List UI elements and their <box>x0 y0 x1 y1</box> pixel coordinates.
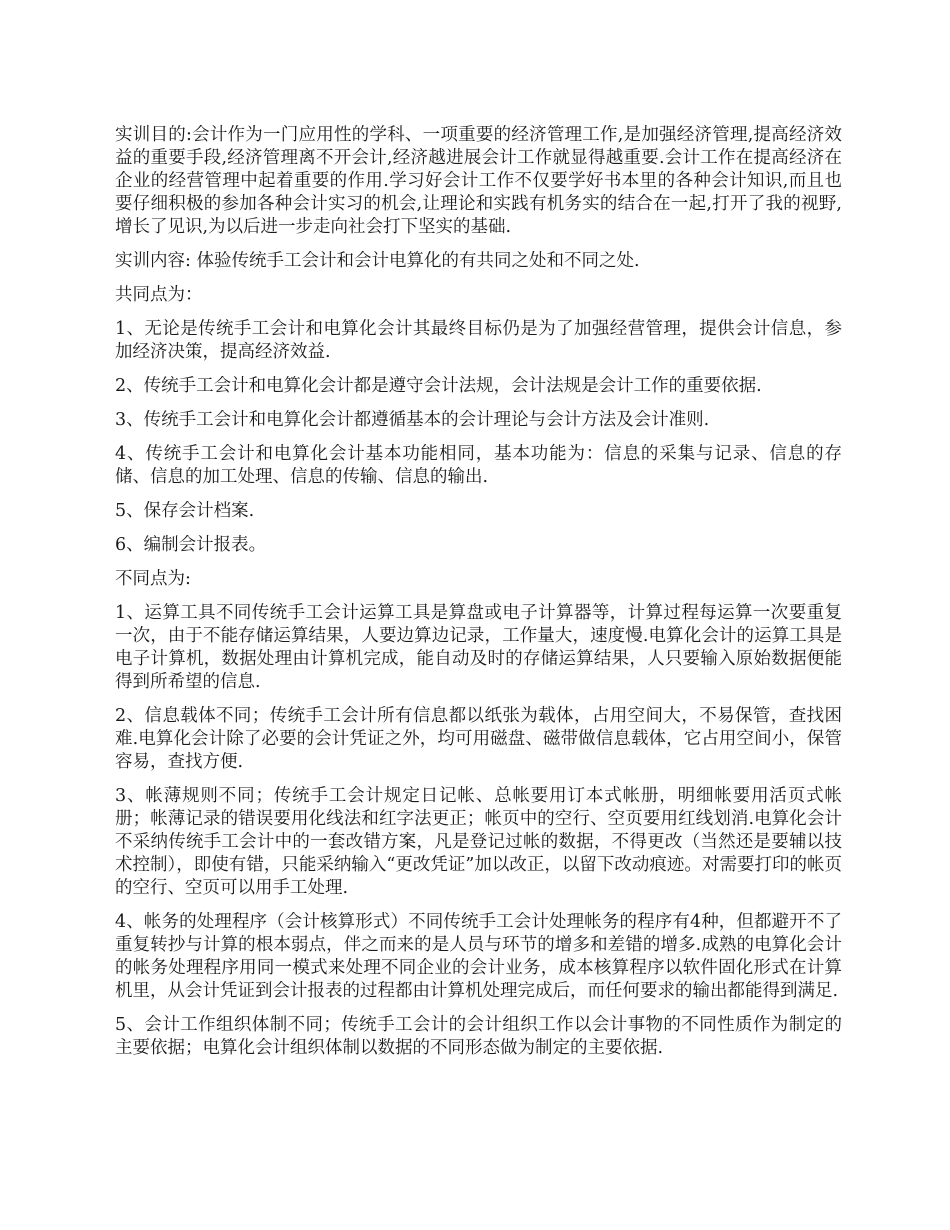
heading-similarities: 共同点为： <box>115 285 203 305</box>
similarity-item-3: 3、传统手工会计和电算化会计都遵循基本的会计理论与会计方法及会计准则. <box>115 410 710 430</box>
difference-item-3: 3、帐薄规则不同；传统手工会计规定日记帐、总帐要用订本式帐册，明细帐要用活页式帐册；帐薄记录的错误要用化线法和红字法更正；帐页中的空行、空页要用红线划消.电算化会计不采纳传统手工会计中的一套改错方案，凡是登记过帐的数据，不得更改（当然还是要辅以技术控制），即使有错，只能采纳输入“更改凭证”加以改正，以留下改动痕迹。对需要打印的帐页的空行、空页可以用手工处理. <box>115 786 842 898</box>
difference-item-5: 5、会计工作组织体制不同；传统手工会计的会计组织工作以会计事物的不同性质作为制定的主要依据；电算化会计组织体制以数据的不同形态做为制定的主要依据. <box>115 1015 842 1058</box>
similarity-item-4: 4、传统手工会计和电算化会计基本功能相同，基本功能为：信息的采集与记录、信息的存储、信息的加工处理、信息的传输、信息的输出. <box>115 444 842 487</box>
paragraph-objective: 实训目的:会计作为一门应用性的学科、一项重要的经济管理工作,是加强经济管理,提高经济效益的重要手段,经济管理离不开会计,经济越进展会计工作就显得越重要.会计工作在提高经济在企业的经营管理中起着重要的作用.学习好会计工作不仅要学好书本里的各种会计知识,而且也要仔细积极的参加各种会计实习的机会,让理论和实践有机务实的结合在一起,打开了我的视野,增长了见识,为以后进一步走向社会打下坚实的基础. <box>115 125 842 237</box>
paragraph-content: 实训内容: 体验传统手工会计和会计电算化的有共同之处和不同之处. <box>115 251 640 271</box>
difference-item-4: 4、帐务的处理程序（会计核算形式）不同传统手工会计处理帐务的程序有4种，但都避开不了重复转抄与计算的根本弱点，伴之而来的是人员与环节的增多和差错的增多.成熟的电算化会计的帐务处理程序用同一模式来处理不同企业的会计业务，成本核算程序以软件固化形式在计算机里，从会计凭证到会计报表的过程都由计算机处理完成后，而任何要求的输出都能得到满足. <box>115 912 842 1001</box>
difference-item-2: 2、信息载体不同；传统手工会计所有信息都以纸张为载体，占用空间大，不易保管，查找困难.电算化会计除了必要的会计凭证之外，均可用磁盘、磁带做信息载体，它占用空间小，保管容易，查找方便. <box>115 706 842 772</box>
heading-differences: 不同点为: <box>115 569 191 589</box>
similarity-item-5: 5、保存会计档案. <box>115 501 255 521</box>
document-body <box>115 124 842 1071</box>
difference-item-1: 1、运算工具不同传统手工会计运算工具是算盘或电子计算器等，计算过程每运算一次要重复一次，由于不能存储运算结果，人要边算边记录，工作量大，速度慢.电算化会计的运算工具是电子计算机，数据处理由计算机完成，能自动及时的存储运算结果，人只要输入原始数据便能得到所希望的信息. <box>115 603 842 692</box>
similarity-item-2: 2、传统手工会计和电算化会计都是遵守会计法规，会计法规是会计工作的重要依据. <box>115 376 762 396</box>
similarity-item-6: 6、编制会计报表。 <box>115 535 267 555</box>
similarity-item-1: 1、无论是传统手工会计和电算化会计其最终目标仍是为了加强经营管理，提供会计信息，参加经济决策，提高经济效益. <box>115 319 842 362</box>
